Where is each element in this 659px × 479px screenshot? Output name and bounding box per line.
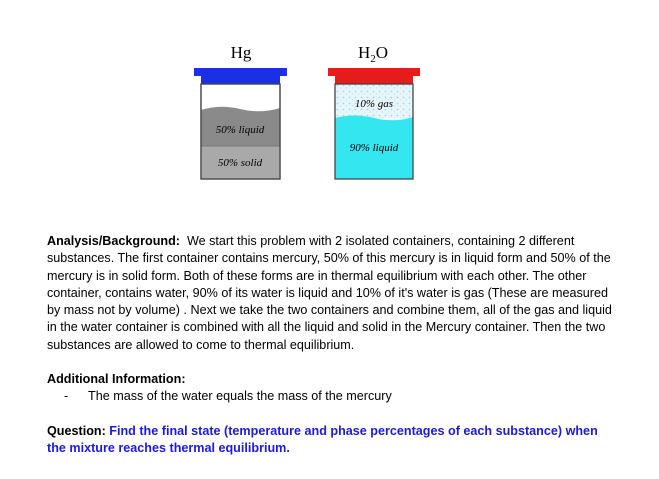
question-block	[47, 423, 617, 458]
bullet-dash: -	[64, 389, 69, 404]
analysis-label: Analysis/Background:	[47, 234, 180, 248]
h2o-label-main: H	[357, 43, 371, 62]
analysis-text: We start this problem with 2 isolated containers, containing 2 different substances. The first container contains mercury, 50% of this mercury is in liquid form and 50% of the mercury is in solid form. Both of these forms are in thermal equilibrium with each other. The other container, contains water, 90% of its water is liquid and 10% of it's water is gas (These are measured by mass not by volume) . Next we take the two containers and combine them, all of the gas and liquid in the water container is combined with all the liquid and solid in the Mercury container. Then the two substances are allowed to come to thermal equilibrium.	[47, 234, 612, 352]
mercury-solid-label: 50% solid	[217, 157, 263, 169]
h2o-label	[358, 43, 388, 65]
water-lid	[328, 68, 420, 76]
containers-diagram	[0, 0, 659, 200]
additional-item	[64, 388, 617, 405]
analysis-paragraph	[47, 233, 617, 354]
additional-title: Additional Information:	[47, 372, 186, 386]
h2o-label-end: O	[375, 43, 389, 62]
water-container	[328, 68, 420, 179]
mercury-liquid-label: 50% liquid	[215, 124, 265, 136]
h2o-label-sub: 2	[370, 53, 376, 65]
mercury-container	[194, 68, 287, 179]
mercury-lid-neck	[201, 76, 280, 84]
water-liquid-label: 90% liquid	[349, 142, 399, 154]
water-lid-neck	[335, 76, 413, 84]
additional-item-text: The mass of the water equals the mass of the mercury	[88, 389, 392, 404]
question-text: Find the final state (temperature and phase percentages of each substance) when the mixture reaches thermal equilibrium.	[47, 424, 598, 456]
mercury-lid	[194, 68, 287, 76]
hg-label: Hg	[230, 43, 252, 62]
container-figure	[0, 0, 659, 200]
question-label: Question:	[47, 424, 106, 438]
additional-information	[47, 371, 617, 406]
water-gas-label: 10% gas	[354, 98, 394, 110]
